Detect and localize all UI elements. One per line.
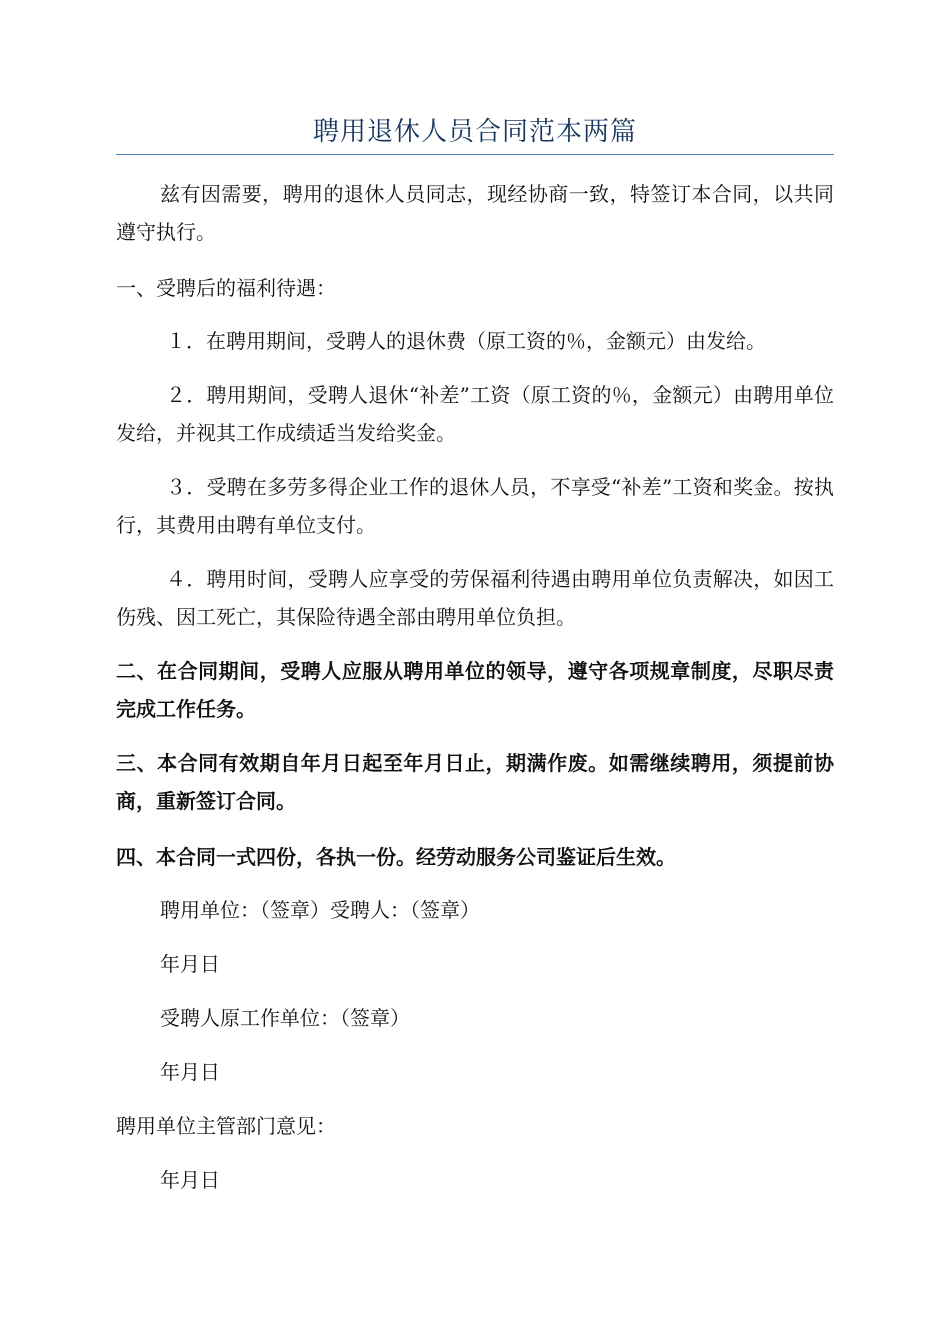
section1-heading: 一、受聘后的福利待遇： [116,276,336,300]
section4-paragraph: 四、本合同一式四份，各执一份。经劳动服务公司鉴证后生效。 [116,845,676,869]
benefit-item-3: ３．受聘在多劳多得企业工作的退休人员，不享受“补差”工资和奖金。按执行，其费用由聘有单位支付。 [116,475,834,537]
supervisor-opinion-line: 聘用单位主管部门意见： [116,1114,336,1138]
intro-paragraph: 兹有因需要，聘用的退休人员同志，现经协商一致，特签订本合同，以共同遵守执行。 [116,182,834,244]
document-title: 聘用退休人员合同范本两篇 [312,117,637,147]
benefit-item-4: ４．聘用时间，受聘人应享受的劳保福利待遇由聘用单位负责解决，如因工伤残、因工死亡，其保险待遇全部由聘用单位负担。 [116,567,834,629]
benefit-item-1: １．在聘用期间，受聘人的退休费（原工资的％，金额元）由发给。 [166,329,766,353]
signature-original-unit-line: 受聘人原工作单位：（签章） [160,1006,410,1030]
signature-employer-line: 聘用单位：（签章）受聘人：（签章） [160,898,480,922]
section2-paragraph: 二、在合同期间，受聘人应服从聘用单位的领导，遵守各项规章制度，尽职尽责完成工作任务。 [116,659,834,721]
title-underline [116,154,834,155]
section3-paragraph: 三、本合同有效期自年月日起至年月日止，期满作废。如需继续聘用，须提前协商，重新签订合同。 [116,751,834,813]
benefit-item-2: ２．聘用期间，受聘人退休“补差”工资（原工资的％，金额元）由聘用单位发给，并视其工作成绩适当发给奖金。 [116,383,834,445]
date-line-1: 年月日 [160,952,220,976]
date-line-3: 年月日 [160,1168,220,1192]
date-line-2: 年月日 [160,1060,220,1084]
